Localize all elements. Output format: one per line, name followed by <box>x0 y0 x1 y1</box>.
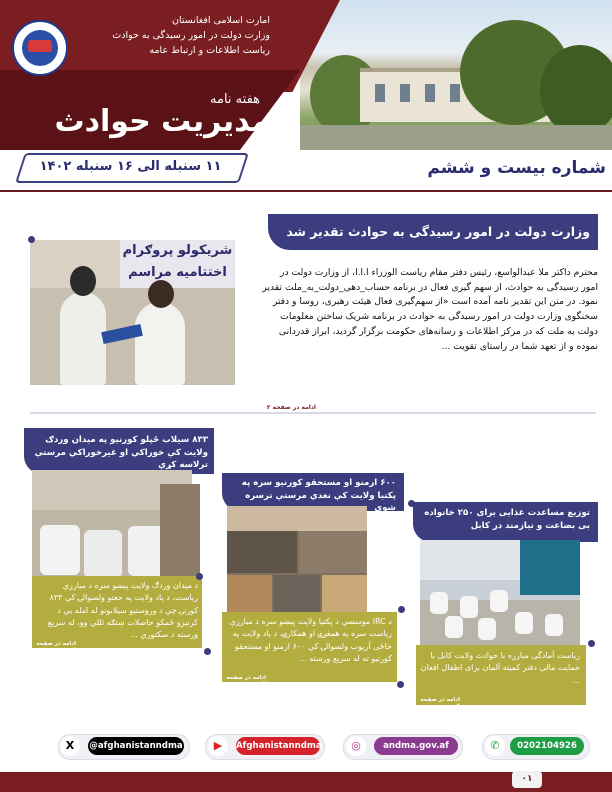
page-number: ۰۱ <box>512 771 542 788</box>
main-article-title: وزارت دولت در امور رسیدگی به حوادث تقدیر شد <box>286 224 590 239</box>
org-name-line1: امارت اسلامی افغانستان <box>172 15 270 26</box>
youtube-handle: Afghanistanndma <box>236 737 320 755</box>
card-1-more-link[interactable]: ادامه در صفحه ۲ <box>36 641 76 653</box>
header-building-photo <box>300 0 612 150</box>
ndma-logo <box>12 20 68 76</box>
pin-icon <box>408 500 415 507</box>
pin-icon <box>28 236 35 243</box>
photo-banner-text: شریکولو پروګرام اختتامیه مراسم <box>120 240 235 288</box>
website-url: andma.gov.af <box>374 737 458 755</box>
magazine-title: مدیریت حوادث <box>54 104 270 139</box>
card-3-photo <box>420 540 580 645</box>
org-name-line2: وزارت دولت در امور رسیدگی به حوادث <box>112 30 270 41</box>
pin-icon <box>588 640 595 647</box>
card-3-title: توزیع مساعدت غذایی برای ۲۵۰ خانواده بی بضاعت و نیازمند در کابل <box>424 508 590 531</box>
org-name-line3: ریاست اطلاعات و ارتباط عامه <box>149 45 270 56</box>
youtube-icon: ▶ <box>208 736 228 756</box>
date-range: ۱۱ سنبله الی ۱۶ سنبله ۱۴۰۲ <box>39 159 222 174</box>
card-3-body: ریاست آمادگی مبارزه با حوادث ولایت کابل با حمایت مالی دفتر کمیته آلمان برای اطفال افغان ... <box>420 651 580 685</box>
weekly-label: هفته نامه <box>210 92 260 107</box>
card-1-photo-person <box>160 484 200 579</box>
card-1-title: ۸۳۳ سیلاب ځپلو کورنیو په میدان وردګ ولایت کې خوراکي او غیرخوراکي مرستې ترلاسه کړې <box>34 435 208 470</box>
card-2-more-link[interactable]: ادامه در صفحه ۲ <box>226 675 266 687</box>
pin-icon <box>398 606 405 613</box>
main-article-more-link[interactable]: ادامه در صفحه ۲ <box>266 404 316 411</box>
issue-number: شماره بیست و ششم <box>427 158 606 178</box>
card-1-body: د میدان وردګ ولایت پېښو سره د مبارزې ریاست، د یاد ولایت په جغتو ولسوالۍ کې ۸۳۳ کورنۍ چې د وروستیو سیلابونو له امله یې د کرنیزو ځمکو حاصلات ښتګه ثللي وو، له سرېع ورسته د سکتوري ... <box>47 581 198 640</box>
card-2-photo <box>227 506 367 618</box>
header-divider <box>0 190 612 192</box>
pin-icon <box>397 681 404 688</box>
section-divider <box>30 412 596 414</box>
globe-icon: ◎ <box>346 736 366 756</box>
x-twitter-icon: X <box>60 736 80 756</box>
main-article-photo <box>30 240 235 385</box>
phone-number: 0202104926 <box>510 737 584 755</box>
card-2-body: د IRC موسسې د پکتیا ولایت پېښو سره د مبارزې ریاست سره په همغږۍ او همکارۍ، د یاد ولایت په خاځی آریوب ولسوالۍ کې ۶۰۰ ارمنو او مستحقو کورنیو ته له سرېع ورسته ... <box>229 617 392 663</box>
twitter-handle: @afghanistanndma <box>88 737 184 755</box>
pin-icon <box>196 573 203 580</box>
main-article-body: محترم داکتر ملا عبدالواسع، رئیس دفتر مقام ریاست الوزراء ا.ا.ا، از وزارت دولت در امور رسیدگی به حوادث، از سهم گیری فعال در برنامه حساب_دهی_دولت_به_ملت تقدیر نمود. در متن این تقدیر نامه آمده است «از سهم‌گیری فعال هیئت رهبری، روسا و دفتر سخنگوی وزارت دولت در امور رسیدگی به حوادث در برنامه شریک ساختن معلومات دولت به ملت که در مرکز اطلاعات و رسانه‌های حکومت برگزار گردید، ابراز قدردانی نموده و از تعهد شما در راستای تقویت ... <box>262 267 598 352</box>
pin-icon <box>204 648 211 655</box>
whatsapp-icon: ✆ <box>485 736 505 756</box>
card-2-title: ۶۰۰ ارمنو او مستحقو کورنیو سره په پکتیا ولایت کې نغدي مرستې ترسره شوې <box>241 478 396 513</box>
card-3-more-link[interactable]: ادامه در صفحه ۲ <box>420 697 460 709</box>
